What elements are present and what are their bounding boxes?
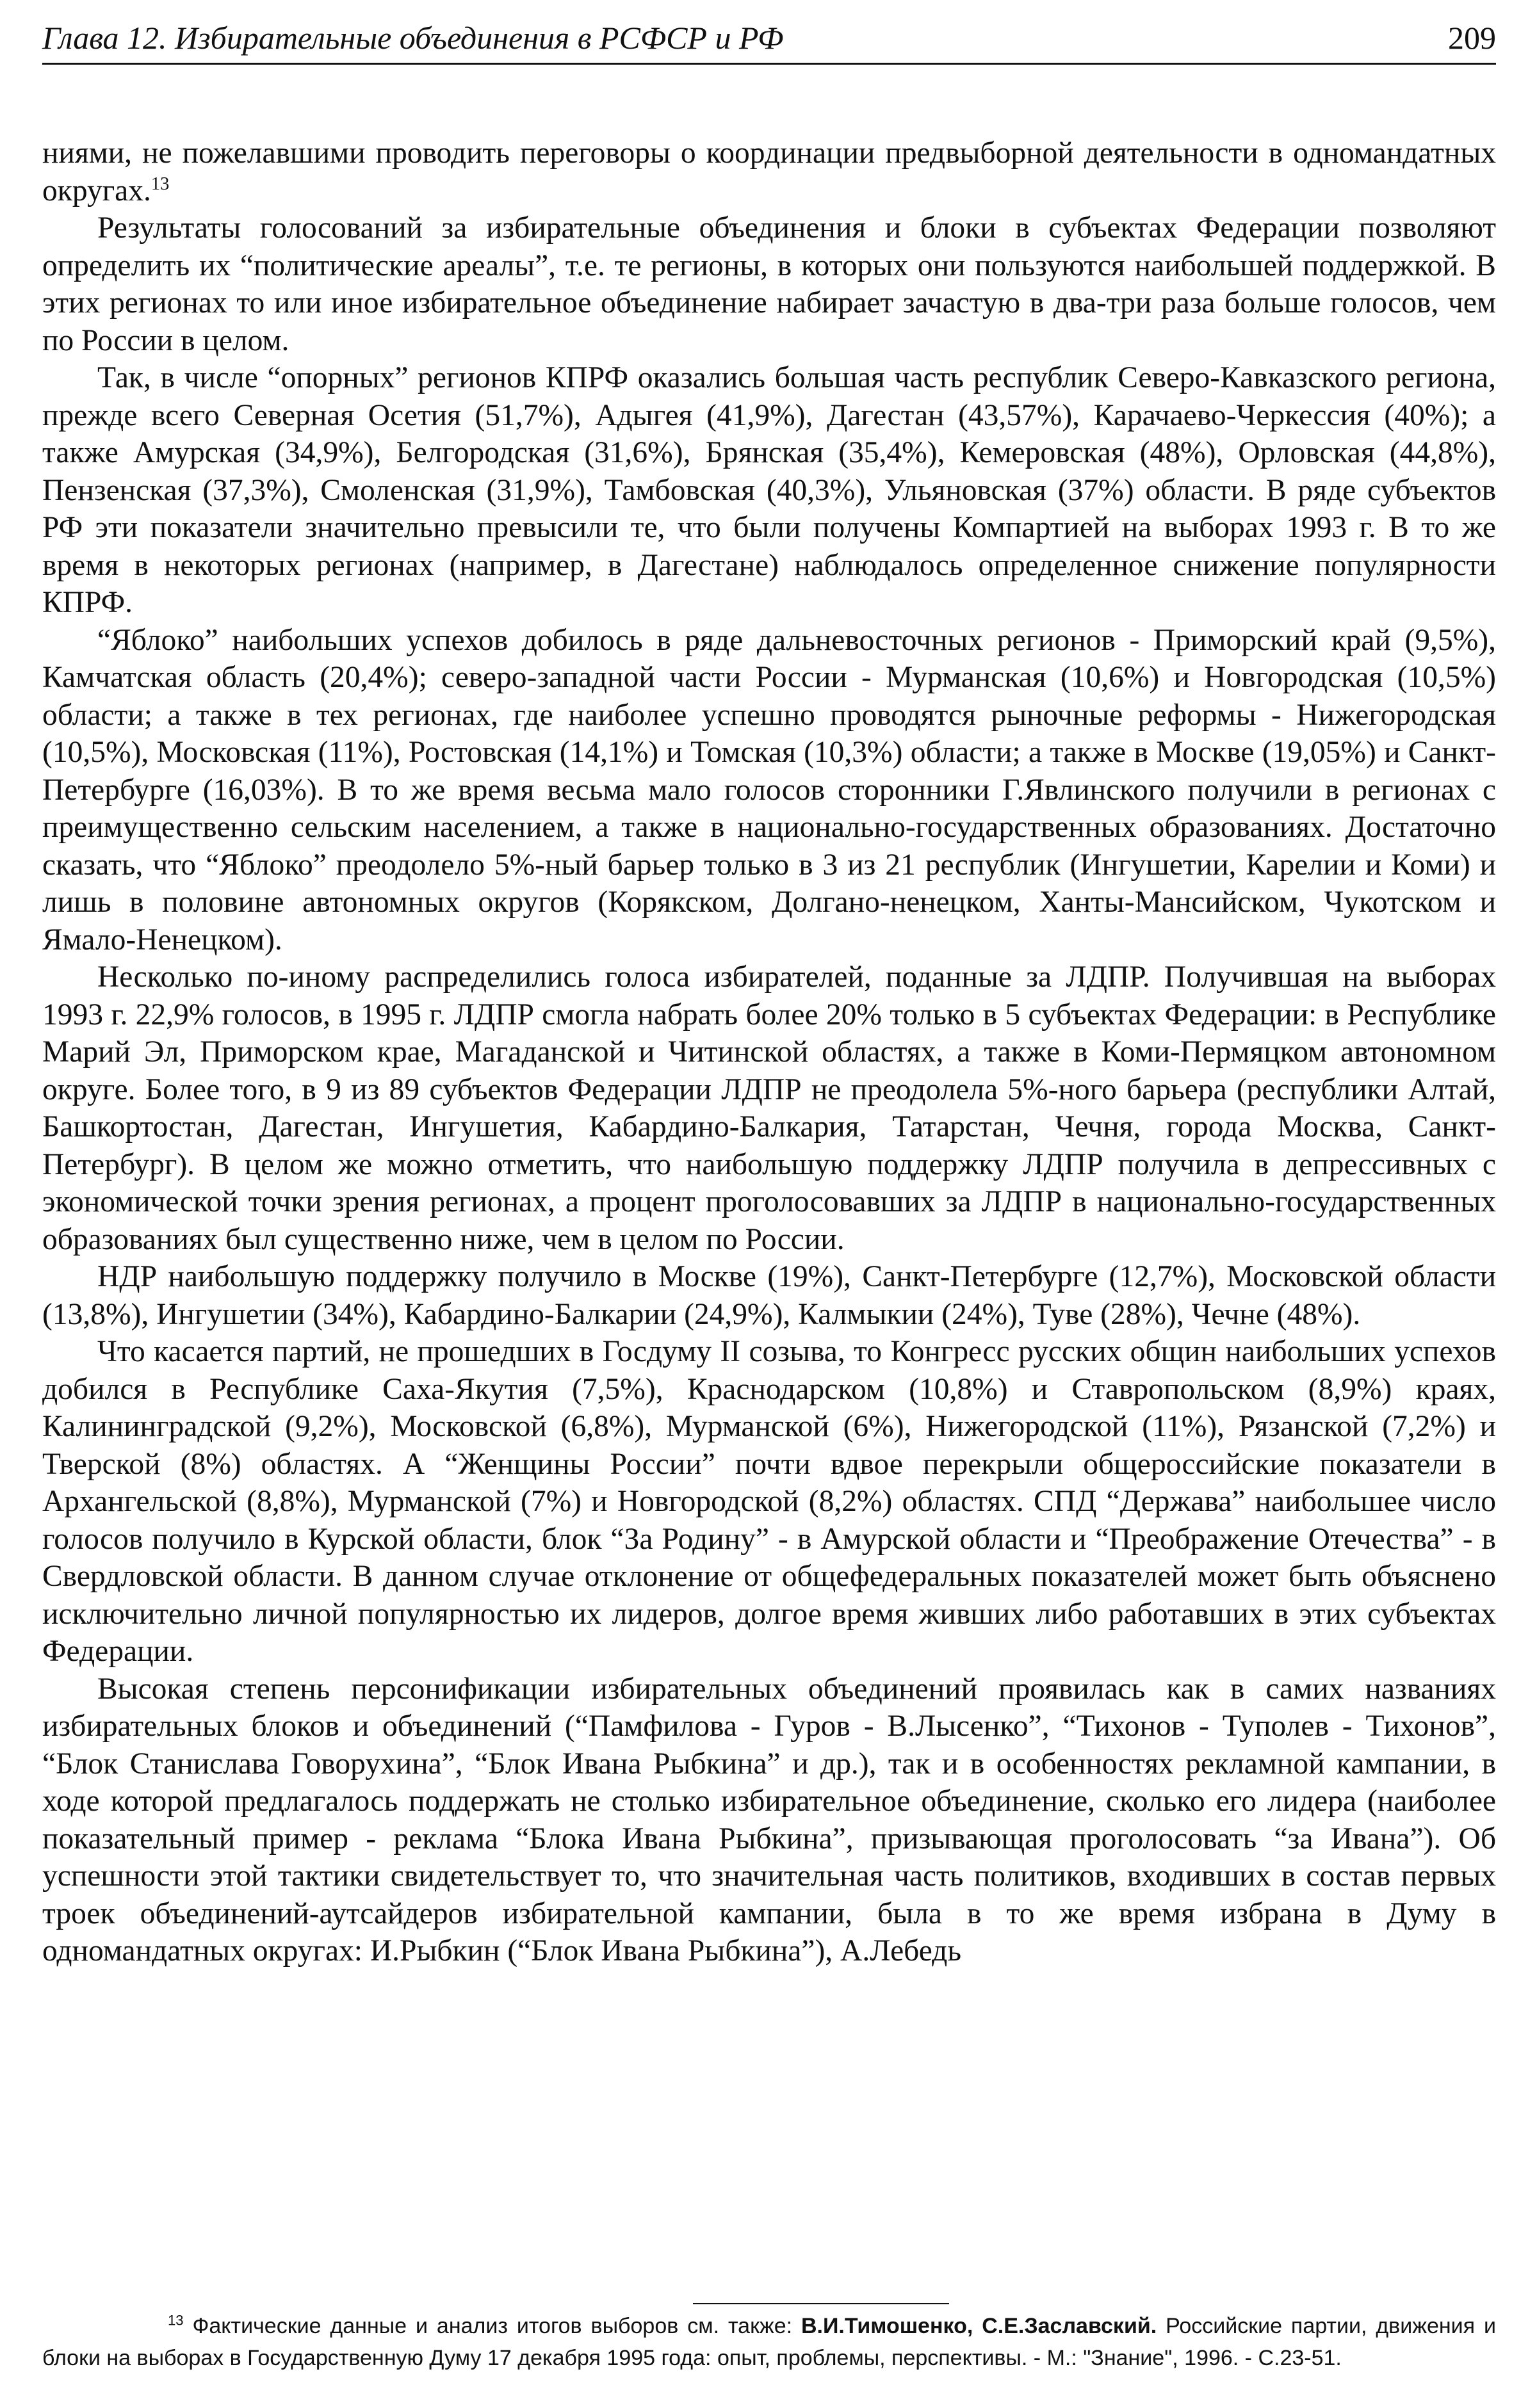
paragraph: “Яблоко” наибольших успехов добилось в ряде дальневосточных регионов - Приморский край (9,5%), Камчатская область (20,4%); северо-западной части России - Мурманская (10,6%) и Новгородская (10,5%) области; а также в тех регионах, где наиболее успешно проводятся рыночные реформы - Нижегородская (10,5%), Московская (11%), Ростовская (14,1%) и Томская (10,3%) области; а также в Москве (19,05%) и Санкт-Петербурге (16,03%). В то же время весьма мало голосов сторонники Г.Явлинского получили в регионах с преимущественно сельским населением, а также в национально-государственных образованиях. Достаточно сказать, что “Яблоко” преодолело 5%-ный барьер только в 3 из 21 республик (Ингушетии, Карелии и Коми) и лишь в половине автономных округов (Корякском, Долгано-ненецком, Ханты-Мансийском, Чукотском и Ямало-Ненецком). — [42, 623, 1496, 957]
paragraph: Несколько по-иному распределились голоса избирателей, поданные за ЛДПР. Получившая на выборах 1993 г. 22,9% голосов, в 1995 г. ЛДПР смогла набрать более 20% только в 5 субъектах Федерации: в Республике Марий Эл, Приморском крае, Магаданской и Читинской областях, а также в Коми-Пермяцком автономном округе. Более того, в 9 из 89 субъектов Федерации ЛДПР не преодолела 5%-ного барьера (республики Алтай, Башкортостан, Дагестан, Ингушетия, Кабардино-Балкария, Татарстан, Чечня, города Москва, Санкт-Петербург). В целом же можно отметить, что наибольшую поддержку ЛДПР получила в депрессивных с экономической точки зрения регионах, а процент проголосовавших за ЛДПР в национально-государственных образованиях был существенно ниже, чем в целом по России. — [42, 960, 1496, 1256]
paragraph-text: ниями, не пожелавшими проводить переговоры о координации предвыборной деятельности в одномандатных округах. — [42, 136, 1496, 207]
paragraph-continued — [42, 134, 1496, 209]
paragraph: Так, в числе “опорных” регионов КПРФ оказались большая часть республик Северо-Кавказского региона, прежде всего Северная Осетия (51,7%), Адыгея (41,9%), Дагестан (43,57%), Карачаево-Черкессия (40%); а также Амурская (34,9%), Белгородская (31,6%), Брянская (35,4%), Кемеровская (48%), Орловская (44,8%), Пензенская (37,3%), Смоленская (31,9%), Тамбовская (40,3%), Ульяновская (37%) области. В ряде субъектов РФ эти показатели значительно превысили те, что были получены Компартией на выборах 1993 г. В то же время в некоторых регионах (например, в Дагестане) наблюдалось определенное снижение популярности КПРФ. — [42, 361, 1496, 619]
footnote-marker: 13 — [168, 2312, 184, 2329]
body-text — [42, 134, 1496, 1970]
paragraph: НДР наибольшую поддержку получило в Москве (19%), Санкт-Петербурге (12,7%), Московской области (13,8%), Ингушетии (34%), Кабардино-Балкарии (24,9%), Калмыкии (24%), Туве (28%), Чечне (48%). — [42, 1260, 1496, 1331]
paragraph: Что касается партий, не прошедших в Госдуму II созыва, то Конгресс русских общин наибольших успехов добился в Республике Саха-Якутия (7,5%), Краснодарском (10,8%) и Ставропольском (8,9%) краях, Калининградской (9,2%), Московской (6,8%), Мурманской (6%), Нижегородской (11%), Рязанской (7,2%) и Тверской (8%) областях. А “Женщины России” почти вдвое перекрыли общероссийские показатели в Архангельской (8,8%), Мурманской (7%) и Новгородской (8,2%) областях. СПД “Держава” наибольшее число голосов получило в Курской области, блок “За Родину” - в Амурской области и “Преображение Отечества” - в Свердловской области. В данном случае отклонение от общефедеральных показателей может быть объяснено исключительно личной популярностью их лидеров, долгое время живших либо работавших в этих субъектах Федерации. — [42, 1335, 1496, 1668]
page-number: 209 — [1448, 20, 1496, 56]
footnote-reference[interactable]: 13 — [150, 174, 170, 194]
chapter-title: Глава 12. Избирательные объединения в РСФСР и РФ — [42, 20, 784, 56]
footnote — [42, 2310, 1496, 2374]
paragraph: Высокая степень персонификации избирательных объединений проявилась как в самих названиях избирательных блоков и объединений (“Памфилова - Гуров - В.Лысенко”, “Тихонов - Туполев - Тихонов”, “Блок Станислава Говорухина”, “Блок Ивана Рыбкина” и др.), так и в особенностях рекламной кампании, в ходе которой предлагалось поддержать не столько избирательное объединение, сколько его лидера (наиболее показательный пример - реклама “Блока Ивана Рыбкина”, призывающая проголосовать “за Ивана”). Об успешности этой тактики свидетельствует то, что значительная часть политиков, входивших в состав первых троек объединений-аутсайдеров избирательной кампании, была в то же время избрана в Думу в одномандатных округах: И.Рыбкин (“Блок Ивана Рыбкина”), А.Лебедь — [42, 1672, 1496, 1968]
footnote-authors: В.И.Тимошенко, С.Е.Заславский. — [801, 2314, 1157, 2338]
running-head — [42, 17, 1496, 59]
paragraph: Результаты голосований за избирательные объединения и блоки в субъектах Федерации позволяют определить их “политические ареалы”, т.е. те регионы, в которых они пользуются наибольшей поддержкой. В этих регионах то или иное избирательное объединение набирает зачастую в два-три раза больше голосов, чем по России в целом. — [42, 211, 1496, 357]
footnote-text-before: Фактические данные и анализ итогов выборов см. также: — [192, 2314, 801, 2338]
footnote-rule — [693, 2303, 949, 2304]
footnote-text-after: Российские партии, движения и блоки на выборах в Государственную Думу 17 декабря 1995 года: опыт, проблемы, перспективы. - М.: "Знание", 1996. - С.23-51. — [42, 2314, 1496, 2370]
header-rule — [42, 63, 1496, 65]
